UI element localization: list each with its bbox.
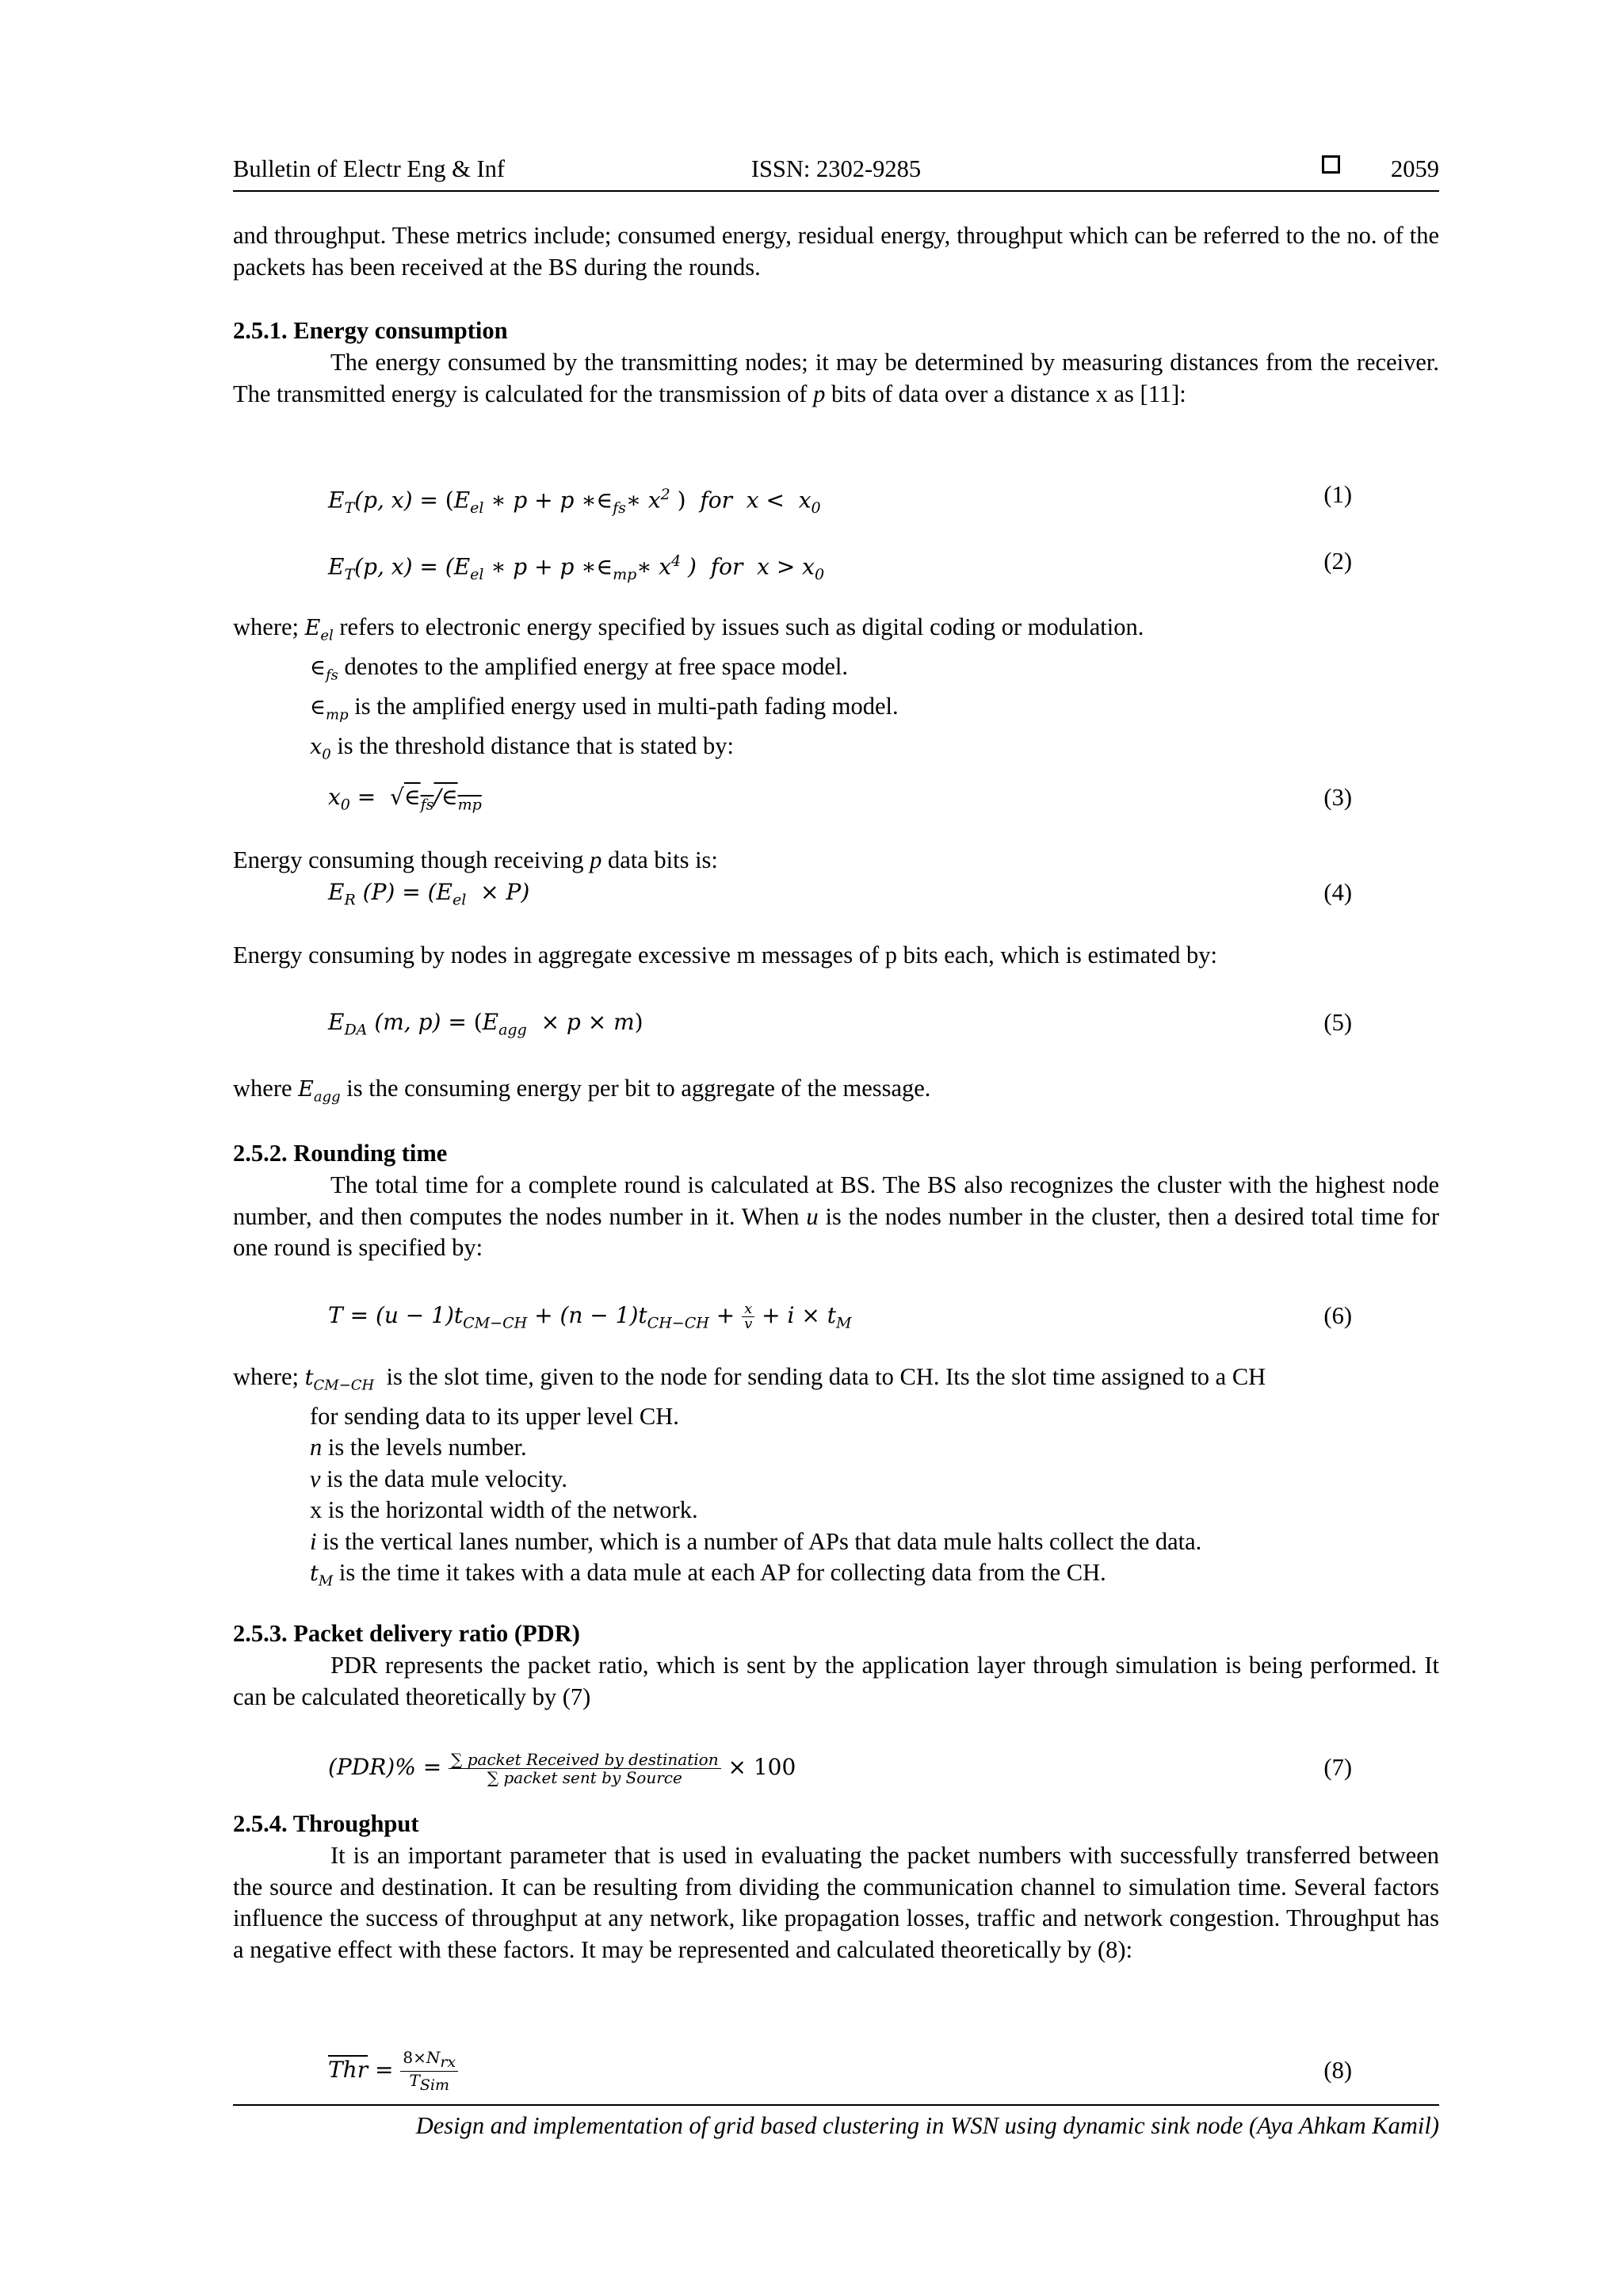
equation-1: $E_T(p$, $x) = (E_{el}$ ∗ p + p $∗\in_{fs}∗$ $x^2$ ) for $x < x_0$ (1) bbox=[328, 476, 1439, 514]
heading-rounding-time: 2.5.2. Rounding time bbox=[233, 1140, 448, 1167]
equation-number: (8) bbox=[1323, 2057, 1352, 2084]
rounding-paragraph: The total time for a complete round is calculated at BS. The BS also recognizes the cluster with the highest node number, and then computes the nodes number in it. When u is the nodes number in the cluster, then a desired total time for one round is specified by: bbox=[233, 1171, 1440, 1261]
heading-throughput: 2.5.4. Throughput bbox=[233, 1810, 419, 1837]
equation-7: (PDR)% = $\frac{\text{∑ packet Received by destination}}{\text{∑ packet sent by Source}}$ × 100 (7) bbox=[328, 1742, 1439, 1793]
energy-paragraph: The energy consumed by the transmitting nodes; it may be determined by measuring distances from the receiver. The transmitted energy is calculated for the transmission of p bits of data over a distance x as [11]: bbox=[233, 349, 1439, 407]
equation-number: (6) bbox=[1323, 1302, 1352, 1329]
aggregate-text: Energy consuming by nodes in aggregate excessive m messages of p bits each, which is estimated by: bbox=[233, 942, 1218, 968]
equation-number: (4) bbox=[1323, 879, 1352, 906]
page-number: 2059 bbox=[1391, 155, 1439, 182]
where-agg: where $E_{agg}$ is the consuming energy per bit to aggregate of the message. bbox=[233, 1075, 931, 1106]
equation-5: $E_{DA}$ (m, $p) = (E_{agg} \times p \times m)$ (5) bbox=[328, 1003, 1439, 1041]
equation-number: (2) bbox=[1323, 548, 1352, 575]
equation-number: (5) bbox=[1323, 1009, 1352, 1036]
equation-8: $\overline{Thr}$ = $\frac{8\times N_{rx}}{T_{Sim}}$ (8) bbox=[328, 2045, 1439, 2095]
equation-2: $E_T(p$, $x) = (E_{el}$ ∗ p + p $∗\in_{mp}∗$ $x^4$ ) for $x > x_0$ (2) bbox=[328, 542, 1439, 580]
equation-number: (7) bbox=[1323, 1754, 1352, 1781]
issn: ISSN: 2302-9285 bbox=[750, 155, 922, 182]
receiving-text: Energy consuming though receiving p data bits is: bbox=[233, 846, 718, 873]
pdr-paragraph: PDR represents the packet ratio, which is sent by the application layer through simulation is being performed. It can be calculated theoretically by (7) bbox=[233, 1652, 1439, 1710]
heading-energy-consumption: 2.5.1. Energy consumption bbox=[233, 317, 508, 344]
checkbox-square-icon bbox=[1322, 155, 1340, 174]
where-definitions-time: where; $t_{CM-CH}$ is the slot time, given to the node for sending data to CH. Its the slot time assigned to a CH for sending data to its upper level CH. n is the levels number. v is the data mule velocity. x is the horizontal width of the network. i is the vertical lanes number, which is a number of APs that data mule halts collect the data. $t_M$ is the time it takes with a data mule at each AP for collecting data from the CH. bbox=[233, 1363, 1266, 1590]
page-header bbox=[233, 152, 1439, 192]
heading-pdr: 2.5.3. Packet delivery ratio (PDR) bbox=[233, 1620, 580, 1647]
equation-4: $E_R$ $(P) = (E_{el} \times P)$ (4) bbox=[328, 873, 1439, 911]
intro-paragraph: and throughput. These metrics include; consumed energy, residual energy, throughput which can be referred to the no. of the packets has been received at the BS during the rounds. bbox=[233, 222, 1439, 281]
equation-number: (1) bbox=[1323, 481, 1352, 508]
page-footer: Design and implementation of grid based clustering in WSN using dynamic sink node (Aya Ahkam Kamil) bbox=[233, 2104, 1439, 2142]
equation-6: $T = (u - 1)t_{CM-CH} + (n - 1)t_{CH-CH}$ + $\frac{x}{v}$ + $i \times t_M$ (6) bbox=[328, 1297, 1439, 1335]
page bbox=[233, 0, 1439, 2296]
equation-3: $x_0$ = $√\in_{fs}/\in_{mp}$ (3) bbox=[328, 778, 1439, 816]
where-definitions-energy: where; $E_{el}$ refers to electronic energy specified by issues such as digital coding or modulation. $\in_{fs}$ denotes to the amplified energy at free space model. $\in_{mp}$ is the amplified energy used in multi-path fading model. $x_0$ is the threshold distance that is stated by: bbox=[233, 613, 1144, 763]
equation-number: (3) bbox=[1323, 784, 1352, 811]
journal-name: Bulletin of Electr Eng & Inf bbox=[233, 155, 506, 182]
throughput-paragraph: It is an important parameter that is used in evaluating the packet numbers with successfully transferred between the source and destination. It can be resulting from dividing the communication channel to simulation time. Several factors influence the success of throughput at any network, like propagation losses, traffic and network congestion. Throughput has a negative effect with these factors. It may be represented and calculated theoretically by (8): bbox=[233, 1842, 1439, 1963]
